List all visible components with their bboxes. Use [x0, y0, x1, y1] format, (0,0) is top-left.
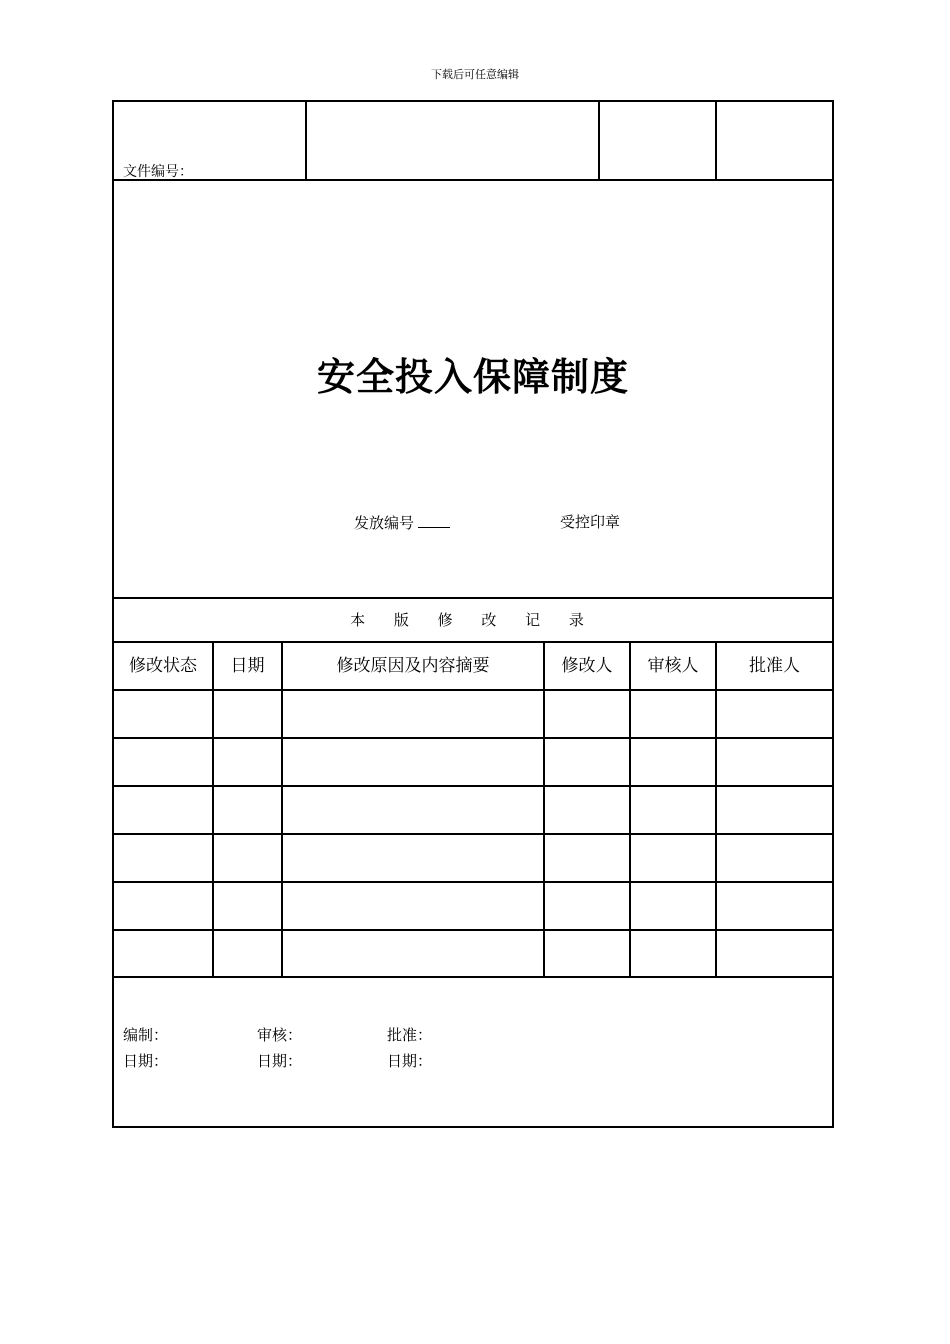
table-column-line — [543, 642, 545, 978]
reviewed-date-label: 日期： — [257, 1052, 303, 1070]
table-column-line — [212, 642, 214, 978]
page-header: 下载后可任意编辑 — [431, 68, 519, 81]
approved-by-label: 批准： — [387, 1026, 433, 1044]
compiled-by-label: 编制： — [123, 1026, 169, 1044]
column-header-date: 日期 — [230, 656, 265, 676]
header-divider-1 — [305, 100, 307, 180]
column-header-reason-summary: 修改原因及内容摘要 — [336, 656, 490, 676]
approved-date-label: 日期： — [387, 1052, 433, 1070]
column-header-modifier: 修改人 — [561, 656, 613, 676]
compiled-date-label: 日期： — [123, 1052, 169, 1070]
reviewed-by-label: 审核： — [257, 1026, 303, 1044]
header-divider-3 — [715, 100, 717, 180]
table-row-line — [112, 737, 834, 739]
issue-number-blank[interactable] — [418, 512, 450, 528]
table-column-line — [629, 642, 631, 978]
header-row-bottom-line — [112, 179, 834, 181]
issue-number — [354, 512, 450, 533]
control-stamp-label: 受控印章 — [560, 513, 621, 531]
table-bottom-line — [112, 976, 834, 978]
table-row-line — [112, 785, 834, 787]
file-number-label: 文件编号： — [123, 164, 193, 180]
column-header-revision-status: 修改状态 — [129, 656, 197, 676]
column-header-approver: 批准人 — [749, 656, 800, 676]
revision-record-title: 本 版 修 改 记 录 — [350, 611, 596, 629]
issue-number-label: 发放编号 — [354, 514, 415, 532]
table-row-line — [112, 881, 834, 883]
table-column-line — [281, 642, 283, 978]
table-row-line — [112, 833, 834, 835]
column-header-reviewer: 审核人 — [647, 656, 699, 676]
document-title: 安全投入保障制度 — [316, 354, 629, 399]
header-divider-2 — [598, 100, 600, 180]
title-section-bottom-line — [112, 597, 834, 599]
table-column-line — [715, 642, 717, 978]
table-row-line — [112, 929, 834, 931]
